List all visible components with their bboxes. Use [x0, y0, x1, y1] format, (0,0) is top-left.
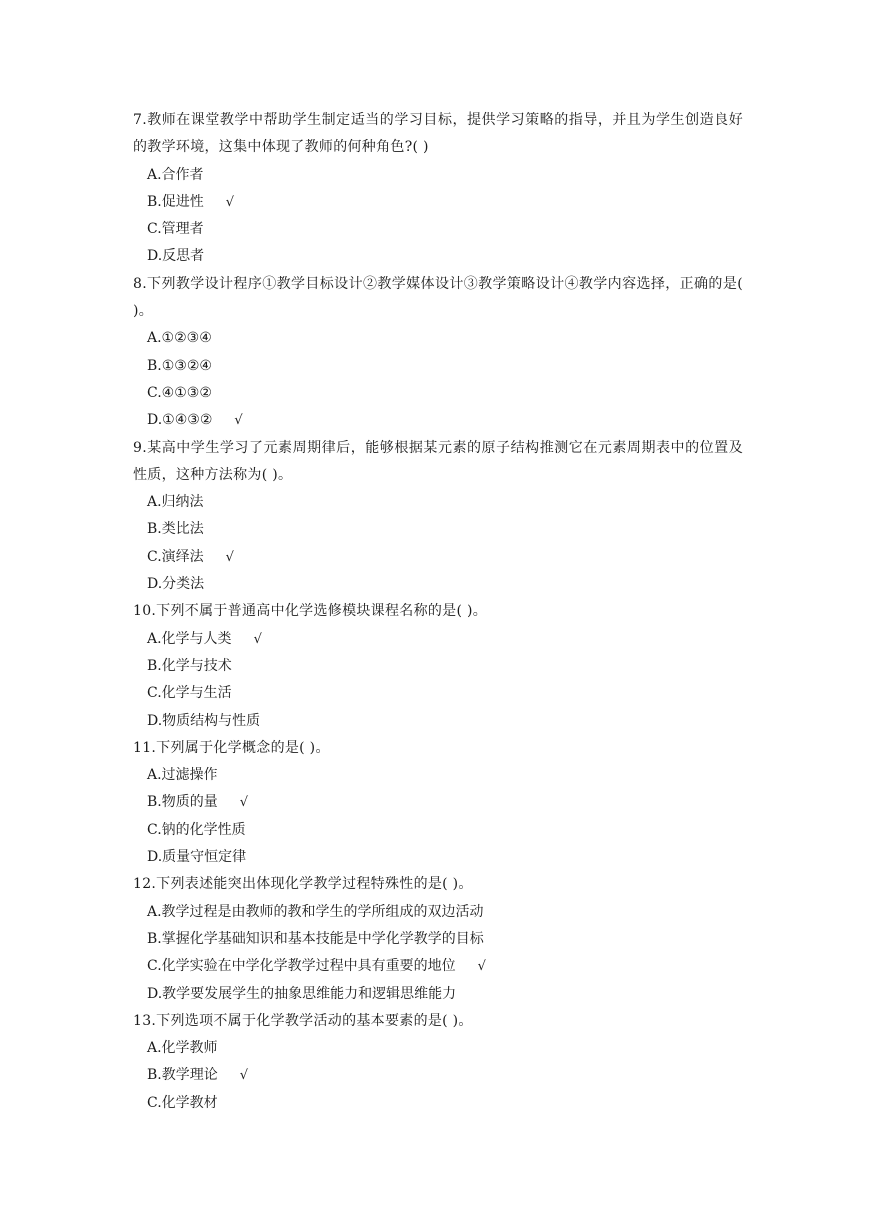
question-stem: 10.下列不属于普通高中化学选修模块课程名称的是( )。 — [133, 603, 488, 620]
question-11 — [133, 735, 743, 871]
question-10 — [133, 598, 743, 734]
option-d: D.物质结构与性质 — [147, 712, 261, 729]
question-stem: 13.下列选项不属于化学教学活动的基本要素的是( )。 — [133, 1012, 473, 1029]
answer-mark: √ — [239, 795, 249, 811]
question-12 — [133, 871, 743, 1007]
option-c: C.演绎法 √ — [133, 544, 743, 571]
option-c: C.化学教材 — [147, 1094, 218, 1111]
question-stem: 11.下列属于化学概念的是( )。 — [133, 739, 330, 756]
option-c: C.钠的化学性质 — [147, 821, 246, 838]
option-c: C.化学实验在中学化学教学过程中具有重要的地位 √ — [133, 953, 743, 980]
option-b: B.化学与技术 — [147, 657, 232, 674]
option-c: C.管理者 — [147, 221, 204, 238]
option-b: B.促进性 √ — [133, 189, 743, 216]
answer-mark: √ — [225, 194, 235, 210]
question-9 — [133, 435, 743, 599]
option-d: D.①④③② √ — [133, 407, 743, 434]
question-stem: 12.下列表述能突出体现化学教学过程特殊性的是( )。 — [133, 876, 473, 893]
option-a: A.化学与人类 √ — [133, 626, 743, 653]
option-a: A.①②③④ — [147, 330, 212, 347]
question-stem: 8.下列教学设计程序①教学目标设计②教学媒体设计③教学策略设计④教学内容选择，正确的是( )。 — [133, 275, 743, 320]
option-b: B.类比法 — [147, 521, 204, 538]
option-b: B.①③②④ — [147, 357, 212, 374]
option-a: A.合作者 — [147, 166, 204, 183]
option-b: B.物质的量 √ — [133, 789, 743, 816]
question-13 — [133, 1008, 743, 1117]
option-d: D.分类法 — [147, 576, 205, 593]
question-8 — [133, 271, 743, 435]
answer-mark: √ — [253, 631, 262, 647]
answer-mark: √ — [234, 413, 243, 429]
question-stem: 7.教师在课堂教学中帮助学生制定适当的学习目标，提供学习策略的指导，并且为学生创造良好的教学环境，这集中体现了教师的何种角色?( ) — [133, 112, 743, 156]
option-c: C.化学与生活 — [147, 685, 232, 702]
question-stem: 9.某高中学生学习了元素周期律后，能够根据某元素的原子结构推测它在元素周期表中的位置及性质，这种方法称为( )。 — [133, 439, 743, 483]
option-a: A.过滤操作 — [147, 767, 218, 784]
option-b: B.教学理论 √ — [133, 1062, 743, 1089]
option-d: D.教学要发展学生的抽象思维能力和逻辑思维能力 — [147, 985, 457, 1002]
question-list — [133, 107, 743, 1117]
option-a: A.教学过程是由教师的教和学生的学所组成的双边活动 — [147, 903, 484, 920]
option-d: D.质量守恒定律 — [147, 849, 247, 866]
answer-mark: √ — [239, 1068, 249, 1084]
answer-mark: √ — [225, 549, 234, 565]
option-d: D.反思者 — [147, 248, 205, 265]
option-c: C.④①③② — [147, 384, 212, 401]
option-a: A.化学教师 — [147, 1040, 218, 1057]
option-b: B.掌握化学基础知识和基本技能是中学化学教学的目标 — [147, 930, 484, 947]
answer-mark: √ — [477, 959, 486, 975]
option-a: A.归纳法 — [147, 494, 204, 511]
question-7 — [133, 107, 743, 271]
